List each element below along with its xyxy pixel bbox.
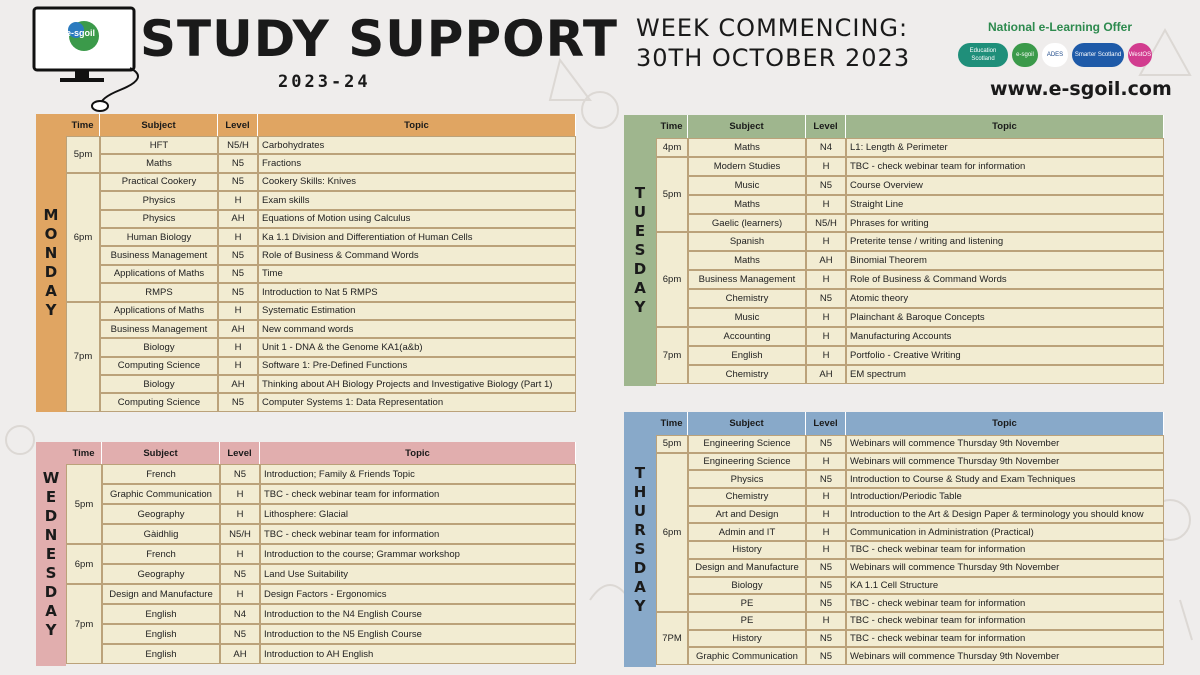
- day-letter: N: [44, 525, 58, 544]
- partner-logo: [1128, 43, 1152, 67]
- cell-level: N5: [218, 246, 258, 264]
- table-row: [66, 173, 576, 191]
- time-slot: 5pm: [656, 157, 688, 233]
- table-row: [656, 214, 1164, 233]
- day-letter: W: [42, 468, 60, 487]
- cell-subject: Spanish: [688, 232, 806, 251]
- table-row: [656, 157, 1164, 176]
- national-offer-label: National e-Learning Offer: [988, 20, 1133, 34]
- time-slot: 6pm: [66, 544, 102, 584]
- cell-subject: Maths: [100, 154, 218, 172]
- cell-subject: Graphic Communication: [102, 484, 220, 504]
- table-row: [66, 338, 576, 356]
- tuesday-band: [624, 115, 656, 386]
- cell-topic: Course Overview: [846, 176, 1164, 195]
- cell-subject: Design and Manufacture: [102, 584, 220, 604]
- day-letter: D: [633, 558, 647, 577]
- table-row: [66, 154, 576, 172]
- cell-topic: Straight Line: [846, 195, 1164, 214]
- table-row: [66, 504, 576, 524]
- day-letter: U: [633, 501, 647, 520]
- table-row: [66, 191, 576, 209]
- table-row: [66, 210, 576, 228]
- table-row: [656, 647, 1164, 665]
- column-header-topic: Topic: [260, 442, 576, 464]
- table-row: [656, 195, 1164, 214]
- day-letter: Y: [634, 298, 646, 316]
- cell-topic: Webinars will commence Thursday 9th November: [846, 559, 1164, 577]
- cell-level: H: [806, 195, 846, 214]
- column-header-level: Level: [806, 115, 846, 138]
- cell-topic: TBC - check webinar team for information: [846, 157, 1164, 176]
- table-row: [656, 289, 1164, 308]
- cell-topic: Atomic theory: [846, 289, 1164, 308]
- cell-topic: Introduction/Periodic Table: [846, 488, 1164, 506]
- column-header-time: Time: [656, 412, 688, 435]
- header-row: [66, 442, 576, 464]
- cell-subject: PE: [688, 594, 806, 612]
- time-slot: 6pm: [656, 453, 688, 612]
- cell-level: N5: [806, 594, 846, 612]
- time-slot: 7pm: [656, 327, 688, 384]
- time-slot: 5pm: [66, 464, 102, 544]
- table-row: [66, 228, 576, 246]
- partner-logo-text: Smarter Scotland: [1074, 52, 1122, 58]
- day-letter: R: [634, 520, 646, 539]
- cell-level: N5: [806, 577, 846, 595]
- header-row: [656, 115, 1164, 138]
- cell-level: AH: [218, 320, 258, 338]
- partner-logo: [1042, 43, 1068, 67]
- table-row: [656, 270, 1164, 289]
- cell-subject: English: [102, 624, 220, 644]
- cell-level: H: [806, 541, 846, 559]
- cell-level: H: [806, 612, 846, 630]
- wednesday-table: [66, 442, 576, 664]
- cell-level: H: [806, 453, 846, 471]
- esgoil-monitor-logo: [30, 6, 142, 112]
- table-row: [656, 559, 1164, 577]
- cell-level: H: [220, 544, 260, 564]
- cell-topic: TBC - check webinar team for information: [846, 612, 1164, 630]
- cell-topic: Thinking about AH Biology Projects and Investigative Biology (Part 1): [258, 375, 576, 393]
- table-row: [66, 393, 576, 411]
- cell-topic: Introduction to Nat 5 RMPS: [258, 283, 576, 301]
- day-letter: S: [634, 241, 646, 259]
- cell-level: N5: [806, 630, 846, 648]
- table-row: [66, 283, 576, 301]
- cell-topic: TBC - check webinar team for information: [260, 524, 576, 544]
- day-letter: M: [43, 206, 59, 224]
- table-row: [66, 644, 576, 664]
- cell-subject: Chemistry: [688, 289, 806, 308]
- table-row: [656, 577, 1164, 595]
- cell-topic: Webinars will commence Thursday 9th November: [846, 435, 1164, 453]
- table-row: [66, 544, 576, 564]
- cell-topic: Fractions: [258, 154, 576, 172]
- cell-level: AH: [806, 365, 846, 384]
- cell-subject: Engineering Science: [688, 453, 806, 471]
- table-row: [66, 246, 576, 264]
- cell-subject: English: [688, 346, 806, 365]
- day-letter: E: [634, 222, 646, 240]
- partner-logos: [958, 40, 1164, 70]
- column-header-level: Level: [806, 412, 846, 435]
- table-row: [656, 523, 1164, 541]
- cell-level: AH: [218, 210, 258, 228]
- column-header-subject: Subject: [688, 115, 806, 138]
- day-letter: D: [44, 263, 58, 281]
- cell-subject: English: [102, 644, 220, 664]
- cell-level: H: [806, 308, 846, 327]
- table-row: [656, 488, 1164, 506]
- cell-subject: Physics: [100, 210, 218, 228]
- column-header-level: Level: [220, 442, 260, 464]
- partner-logo-text: Education Scotland: [969, 48, 997, 62]
- cell-topic: TBC - check webinar team for information: [260, 484, 576, 504]
- monday-band: [36, 114, 66, 412]
- table-row: [656, 251, 1164, 270]
- cell-topic: Ka 1.1 Division and Differentiation of Human Cells: [258, 228, 576, 246]
- cell-topic: Carbohydrates: [258, 136, 576, 154]
- column-header-subject: Subject: [688, 412, 806, 435]
- cell-topic: KA 1.1 Cell Structure: [846, 577, 1164, 595]
- day-letter: A: [45, 282, 57, 300]
- column-header-time: Time: [66, 442, 102, 464]
- cell-level: H: [806, 270, 846, 289]
- thursday-table: [656, 412, 1164, 665]
- table-row: [66, 624, 576, 644]
- table-row: [66, 524, 576, 544]
- cell-topic: L1: Length & Perimeter: [846, 138, 1164, 157]
- cell-subject: Gaelic (learners): [688, 214, 806, 233]
- cell-topic: Exam skills: [258, 191, 576, 209]
- cell-level: N5: [806, 559, 846, 577]
- table-row: [66, 375, 576, 393]
- table-row: [656, 435, 1164, 453]
- cell-subject: Business Management: [688, 270, 806, 289]
- day-letter: Y: [45, 620, 57, 639]
- cell-topic: Binomial Theorem: [846, 251, 1164, 270]
- cell-subject: Gàidhlig: [102, 524, 220, 544]
- cell-level: H: [218, 302, 258, 320]
- cell-topic: Introduction to Course & Study and Exam Techniques: [846, 470, 1164, 488]
- table-row: [656, 346, 1164, 365]
- cell-subject: Maths: [688, 195, 806, 214]
- cell-level: H: [220, 504, 260, 524]
- table-row: [656, 470, 1164, 488]
- cell-level: H: [218, 357, 258, 375]
- cell-subject: Practical Cookery: [100, 173, 218, 191]
- cell-level: N5: [806, 647, 846, 665]
- cell-topic: Design Factors - Ergonomics: [260, 584, 576, 604]
- day-letter: Y: [634, 596, 646, 615]
- logo-text: e-sgoil: [66, 28, 96, 38]
- cell-topic: Introduction to the N4 English Course: [260, 604, 576, 624]
- time-slot: 7pm: [66, 584, 102, 664]
- table-row: [656, 506, 1164, 524]
- cell-subject: Chemistry: [688, 365, 806, 384]
- table-row: [656, 176, 1164, 195]
- cell-level: N5/H: [220, 524, 260, 544]
- cell-level: H: [218, 228, 258, 246]
- cell-topic: Communication in Administration (Practical): [846, 523, 1164, 541]
- partner-logo-text: WestOS: [1128, 52, 1152, 58]
- time-slot: 7pm: [66, 302, 100, 412]
- cell-level: AH: [218, 375, 258, 393]
- table-row: [656, 612, 1164, 630]
- time-slot: 6pm: [66, 173, 100, 302]
- day-letter: S: [634, 539, 646, 558]
- column-header-topic: Topic: [258, 114, 576, 136]
- cell-level: N5: [806, 289, 846, 308]
- website-link[interactable]: www.e-sgoil.com: [990, 78, 1172, 100]
- academic-year: 2023-24: [278, 72, 371, 92]
- cell-subject: Human Biology: [100, 228, 218, 246]
- cell-topic: TBC - check webinar team for information: [846, 630, 1164, 648]
- partner-logo: [958, 43, 1008, 67]
- table-row: [656, 630, 1164, 648]
- cell-level: N5: [218, 393, 258, 411]
- day-letter: S: [45, 563, 57, 582]
- table-row: [66, 320, 576, 338]
- table-row: [66, 584, 576, 604]
- cell-topic: Portfolio - Creative Writing: [846, 346, 1164, 365]
- day-letter: Y: [45, 301, 57, 319]
- cell-subject: Computing Science: [100, 357, 218, 375]
- time-slot: 7PM: [656, 612, 688, 665]
- cell-level: N5/H: [806, 214, 846, 233]
- day-letter: O: [44, 225, 58, 243]
- cell-subject: French: [102, 464, 220, 484]
- cell-subject: Business Management: [100, 320, 218, 338]
- cell-topic: Computer Systems 1: Data Representation: [258, 393, 576, 411]
- cell-level: N4: [220, 604, 260, 624]
- cell-level: AH: [220, 644, 260, 664]
- cell-subject: RMPS: [100, 283, 218, 301]
- cell-topic: Preterite tense / writing and listening: [846, 232, 1164, 251]
- cell-level: N5: [806, 435, 846, 453]
- cell-subject: Biology: [688, 577, 806, 595]
- cell-subject: Computing Science: [100, 393, 218, 411]
- day-letter: D: [44, 582, 58, 601]
- cell-topic: Role of Business & Command Words: [258, 246, 576, 264]
- table-row: [66, 484, 576, 504]
- cell-topic: Webinars will commence Thursday 9th November: [846, 453, 1164, 471]
- cell-subject: Accounting: [688, 327, 806, 346]
- day-letter: A: [634, 279, 646, 297]
- column-header-time: Time: [656, 115, 688, 138]
- cell-subject: Music: [688, 176, 806, 195]
- table-row: [656, 232, 1164, 251]
- cell-level: H: [806, 506, 846, 524]
- cell-level: N5: [806, 176, 846, 195]
- thursday-band: [624, 412, 656, 667]
- cell-topic: Introduction to the N5 English Course: [260, 624, 576, 644]
- table-row: [66, 357, 576, 375]
- cell-level: N5: [218, 265, 258, 283]
- cell-subject: HFT: [100, 136, 218, 154]
- cell-level: H: [806, 327, 846, 346]
- cell-topic: Lithosphere: Glacial: [260, 504, 576, 524]
- cell-subject: Business Management: [100, 246, 218, 264]
- cell-level: H: [806, 232, 846, 251]
- cell-topic: Cookery Skills: Knives: [258, 173, 576, 191]
- table-row: [66, 302, 576, 320]
- cell-level: H: [806, 523, 846, 541]
- cell-topic: Phrases for writing: [846, 214, 1164, 233]
- cell-subject: History: [688, 630, 806, 648]
- cell-level: H: [218, 191, 258, 209]
- table-row: [66, 265, 576, 283]
- header-row: [656, 412, 1164, 435]
- cell-topic: EM spectrum: [846, 365, 1164, 384]
- cell-subject: History: [688, 541, 806, 559]
- page-title: STUDY SUPPORT: [140, 10, 618, 68]
- cell-level: N5/H: [218, 136, 258, 154]
- cell-subject: Music: [688, 308, 806, 327]
- table-row: [656, 365, 1164, 384]
- day-letter: U: [633, 203, 647, 221]
- column-header-topic: Topic: [846, 412, 1164, 435]
- column-header-subject: Subject: [102, 442, 220, 464]
- cell-subject: Maths: [688, 251, 806, 270]
- cell-topic: Manufacturing Accounts: [846, 327, 1164, 346]
- cell-subject: PE: [688, 612, 806, 630]
- cell-level: N4: [806, 138, 846, 157]
- cell-level: H: [806, 157, 846, 176]
- cell-subject: Art and Design: [688, 506, 806, 524]
- cell-topic: Land Use Suitability: [260, 564, 576, 584]
- cell-subject: Geography: [102, 504, 220, 524]
- cell-subject: Applications of Maths: [100, 302, 218, 320]
- cell-topic: Introduction to the Art & Design Paper & terminology you should know: [846, 506, 1164, 524]
- day-letter: E: [45, 544, 57, 563]
- table-row: [66, 464, 576, 484]
- cell-topic: Introduction to the course; Grammar workshop: [260, 544, 576, 564]
- cell-subject: Geography: [102, 564, 220, 584]
- cell-level: H: [806, 488, 846, 506]
- cell-topic: TBC - check webinar team for information: [846, 541, 1164, 559]
- day-letter: T: [634, 463, 646, 482]
- cell-subject: Maths: [688, 138, 806, 157]
- day-letter: A: [45, 601, 57, 620]
- time-slot: 5pm: [66, 136, 100, 173]
- cell-topic: Webinars will commence Thursday 9th November: [846, 647, 1164, 665]
- tuesday-table: [656, 115, 1164, 384]
- cell-subject: Physics: [688, 470, 806, 488]
- cell-subject: Modern Studies: [688, 157, 806, 176]
- day-letter: E: [45, 487, 57, 506]
- wednesday-band: [36, 442, 66, 666]
- cell-subject: Admin and IT: [688, 523, 806, 541]
- table-row: [656, 308, 1164, 327]
- cell-level: N5: [218, 154, 258, 172]
- partner-logo-text: e-sgoil: [1016, 52, 1034, 58]
- day-letter: A: [634, 577, 646, 596]
- cell-subject: Physics: [100, 191, 218, 209]
- column-header-level: Level: [218, 114, 258, 136]
- cell-subject: Applications of Maths: [100, 265, 218, 283]
- monday-table: [66, 114, 576, 412]
- cell-level: H: [218, 338, 258, 356]
- partner-logo: [1072, 43, 1124, 67]
- cell-subject: Biology: [100, 338, 218, 356]
- table-row: [66, 604, 576, 624]
- cell-topic: Role of Business & Command Words: [846, 270, 1164, 289]
- cell-level: AH: [806, 251, 846, 270]
- cell-subject: Engineering Science: [688, 435, 806, 453]
- cell-level: N5: [220, 564, 260, 584]
- time-slot: 6pm: [656, 232, 688, 326]
- column-header-subject: Subject: [100, 114, 218, 136]
- cell-topic: Introduction; Family & Friends Topic: [260, 464, 576, 484]
- day-letter: H: [633, 482, 647, 501]
- cell-level: N5: [806, 470, 846, 488]
- cell-topic: Unit 1 - DNA & the Genome KA1(a&b): [258, 338, 576, 356]
- cell-level: H: [806, 346, 846, 365]
- cell-level: H: [220, 484, 260, 504]
- cell-subject: English: [102, 604, 220, 624]
- cell-level: H: [220, 584, 260, 604]
- cell-subject: Biology: [100, 375, 218, 393]
- table-row: [656, 541, 1164, 559]
- week-commencing-label: WEEK COMMENCING:: [636, 14, 909, 42]
- cell-topic: Plainchant & Baroque Concepts: [846, 308, 1164, 327]
- time-slot: 4pm: [656, 138, 688, 157]
- day-letter: D: [633, 260, 647, 278]
- cell-subject: Chemistry: [688, 488, 806, 506]
- table-row: [656, 453, 1164, 471]
- day-letter: N: [44, 244, 58, 262]
- cell-topic: Time: [258, 265, 576, 283]
- table-row: [66, 136, 576, 154]
- cell-level: N5: [220, 464, 260, 484]
- cell-subject: Graphic Communication: [688, 647, 806, 665]
- partner-logo: [1012, 43, 1038, 67]
- cell-topic: Introduction to AH English: [260, 644, 576, 664]
- column-header-topic: Topic: [846, 115, 1164, 138]
- time-slot: 5pm: [656, 435, 688, 453]
- cell-topic: Systematic Estimation: [258, 302, 576, 320]
- day-letter: T: [634, 184, 646, 202]
- cell-subject: French: [102, 544, 220, 564]
- table-row: [656, 594, 1164, 612]
- partner-logo-text: ADES: [1046, 52, 1064, 58]
- cell-level: N5: [218, 173, 258, 191]
- table-row: [656, 327, 1164, 346]
- cell-topic: Equations of Motion using Calculus: [258, 210, 576, 228]
- day-letter: D: [44, 506, 58, 525]
- cell-level: N5: [218, 283, 258, 301]
- column-header-time: Time: [66, 114, 100, 136]
- cell-level: N5: [220, 624, 260, 644]
- cell-topic: New command words: [258, 320, 576, 338]
- cell-subject: Design and Manufacture: [688, 559, 806, 577]
- header-row: [66, 114, 576, 136]
- table-row: [656, 138, 1164, 157]
- cell-topic: Software 1: Pre-Defined Functions: [258, 357, 576, 375]
- cell-topic: TBC - check webinar team for information: [846, 594, 1164, 612]
- table-row: [66, 564, 576, 584]
- week-commencing-date: 30TH OCTOBER 2023: [636, 44, 911, 72]
